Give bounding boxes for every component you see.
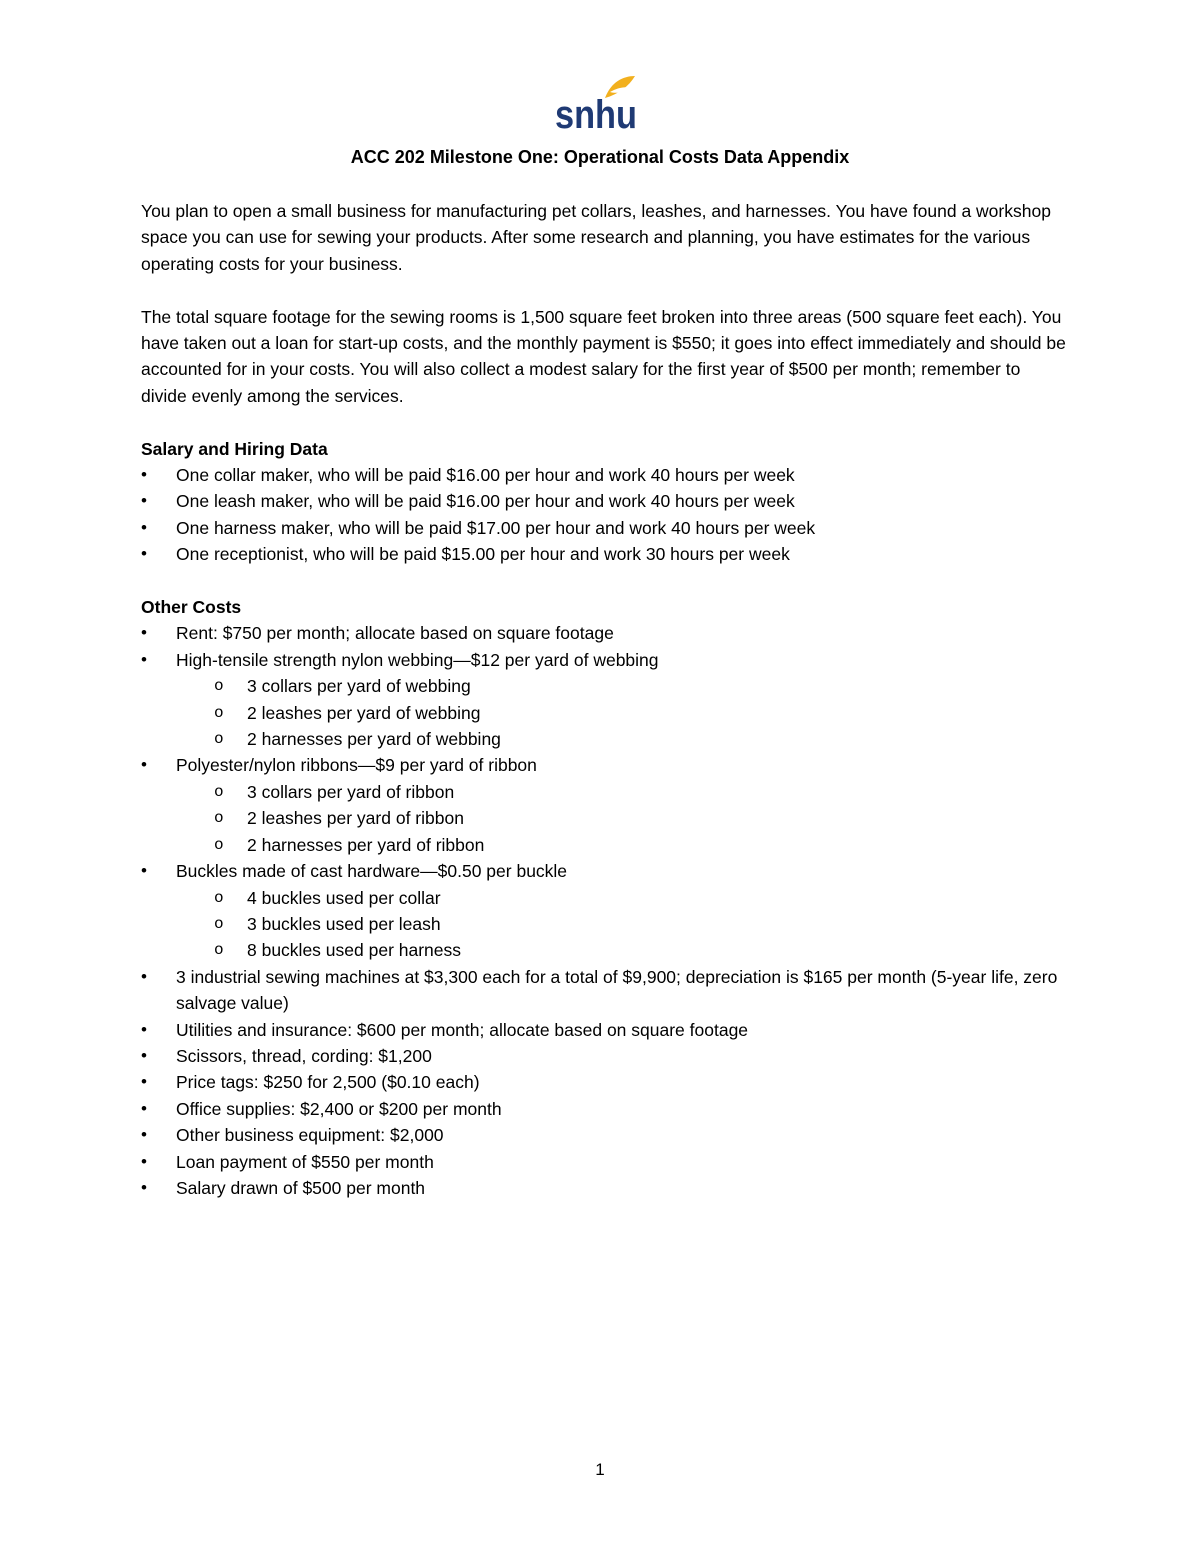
sub-list-item: o 3 collars per yard of webbing	[176, 673, 1066, 699]
other-costs-list	[141, 620, 1066, 1201]
list-item-text: Buckles made of cast hardware—$0.50 per buckle	[176, 861, 568, 882]
list-item	[141, 752, 1066, 858]
snhu-logo	[555, 72, 639, 137]
list-item-text: Office supplies: $2,400 or $200 per month	[176, 1098, 502, 1119]
sub-list-item: o 2 leashes per yard of ribbon	[176, 805, 1066, 831]
sub-list-item: o 2 leashes per yard of webbing	[176, 700, 1066, 726]
list-item-text: High-tensile strength nylon webbing—$12 per yard of webbing	[176, 649, 659, 670]
list-item-text: Price tags: $250 for 2,500 ($0.10 each)	[176, 1072, 480, 1093]
sub-list-item: o 3 collars per yard of ribbon	[176, 779, 1066, 805]
list-item: • One harness maker, who will be paid $17.00 per hour and work 40 hours per week	[141, 515, 1066, 541]
list-item-text: Loan payment of $550 per month	[176, 1151, 434, 1172]
list-item	[141, 1017, 1066, 1043]
sub-list-item: o 2 harnesses per yard of ribbon	[176, 832, 1066, 858]
list-item	[141, 1149, 1066, 1175]
list-item-text: 3 industrial sewing machines at $3,300 each for a total of $9,900; depreciation is $165 per month (5-year life, zero salvage value)	[176, 966, 1058, 1014]
list-item-text: Salary drawn of $500 per month	[176, 1177, 426, 1198]
document-body	[141, 198, 1066, 1228]
list-item	[141, 647, 1066, 753]
list-item-text: Scissors, thread, cording: $1,200	[176, 1045, 432, 1066]
list-item-text: Utilities and insurance: $600 per month; allocate based on square footage	[176, 1019, 749, 1040]
sub-list-item: o 8 buckles used per harness	[176, 937, 1066, 963]
snhu-logo-graphic	[555, 72, 639, 137]
list-item: • One receptionist, who will be paid $15.00 per hour and work 30 hours per week	[141, 541, 1066, 567]
sub-list	[176, 779, 1066, 858]
sub-list	[176, 673, 1066, 752]
list-item	[141, 858, 1066, 964]
page-number: 1	[595, 1460, 605, 1479]
list-item-text: Other business equipment: $2,000	[176, 1125, 444, 1146]
list-item	[141, 1096, 1066, 1122]
logo-wordmark: snhu	[555, 93, 637, 137]
list-item	[141, 1069, 1066, 1095]
list-item: • One leash maker, who will be paid $16.00 per hour and work 40 hours per week	[141, 488, 1066, 514]
page-title: ACC 202 Milestone One: Operational Costs Data Appendix	[350, 147, 850, 167]
list-item	[141, 1043, 1066, 1069]
salary-section-heading: Salary and Hiring Data	[141, 438, 328, 459]
list-item: • One collar maker, who will be paid $16.00 per hour and work 40 hours per week	[141, 462, 1066, 488]
list-item	[141, 964, 1066, 1017]
sub-list-item: o 4 buckles used per collar	[176, 885, 1066, 911]
intro-paragraph-1: You plan to open a small business for manufacturing pet collars, leashes, and harnesses. You have found a workshop space you can use for sewing your products. After some research and planning, you have estimates for the various operating costs for your business.	[141, 201, 1051, 274]
other-costs-heading: Other Costs	[141, 597, 242, 618]
list-item	[141, 1175, 1066, 1201]
sub-list	[176, 885, 1066, 964]
intro-paragraph-2: The total square footage for the sewing rooms is 1,500 square feet broken into three areas (500 square feet each). You have taken out a loan for start-up costs, and the monthly payment is $550; it goes into effect immediately and should be accounted for in your costs. You will also collect a modest salary for the first year of $500 per month; remember to divide evenly among the services.	[141, 306, 1066, 406]
salary-list	[141, 462, 1066, 568]
list-item-text: Polyester/nylon ribbons—$9 per yard of ribbon	[176, 755, 537, 776]
list-item	[141, 1122, 1066, 1148]
list-item-text: Rent: $750 per month; allocate based on square footage	[176, 623, 614, 644]
list-item	[141, 620, 1066, 646]
sub-list-item: o 2 harnesses per yard of webbing	[176, 726, 1066, 752]
sub-list-item: o 3 buckles used per leash	[176, 911, 1066, 937]
